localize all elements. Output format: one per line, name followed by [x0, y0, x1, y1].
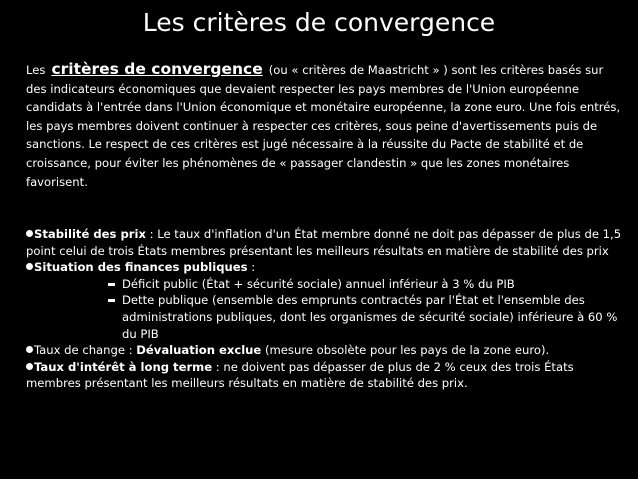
- intro-paragraph: [26, 60, 626, 191]
- criterion-change-heading: Dévaluation exclue: [136, 343, 262, 358]
- criterion-prix-text: : Le taux d'inflation d'un État membre donné ne doit pas dépasser de plus de 1,5 point celui de trois États membres présentant les meilleurs résultats en matière de stabilité des prix: [26, 227, 622, 258]
- criterion-change: [26, 342, 626, 359]
- criteria-list: [26, 226, 626, 392]
- criterion-prix: [26, 226, 626, 259]
- slide-title: Les critères de convergence: [142, 8, 496, 37]
- dash-bullet-icon: [108, 299, 115, 302]
- criterion-taux: [26, 359, 626, 392]
- intro-lead: Les: [26, 63, 46, 77]
- bullet-icon: [26, 230, 33, 237]
- finances-item-dette-text: Dette publique (ensemble des emprunts contractés par l'État et l'ensemble des administrations publiques, dont les organismes de sécurité sociale) inférieure à 60 % du PIB: [122, 293, 618, 341]
- criterion-finances: [26, 259, 626, 276]
- criterion-finances-heading: Situation des finances publiques: [34, 260, 248, 275]
- bullet-icon: [26, 363, 33, 370]
- dash-bullet-icon: [108, 283, 115, 286]
- intro-keyword: critères de convergence: [51, 60, 263, 78]
- criterion-prix-heading: Stabilité des prix: [34, 227, 146, 241]
- criterion-change-text: (mesure obsolète pour les pays de la zone euro).: [261, 343, 550, 358]
- intro-text: (ou « critères de Maastricht » ) sont les critères basés sur des indicateurs économiques que devaient respecter les pays membres de l'Union européenne candidats à l'entrée dans l'Union économique et monétaire européenne, la zone euro. Une fois entrés, les pays membres doivent continuer à respecter ces critères, sous peine d'avertissements puis de sanctions. Le respect de ces critères est jugé nécessaire à la réussite du Pacte de stabilité et de croissance, pour éviter les phénomènes de « passager clandestin » que les zones monétaires favorisent.: [26, 63, 621, 189]
- criterion-taux-text: : ne doivent pas dépasser de plus de 2 % ceux des trois États membres présentant les meilleurs résultats en matière de stabilité des prix.: [26, 359, 574, 391]
- bullet-icon: [26, 346, 33, 353]
- bullet-icon: [26, 263, 33, 270]
- finances-item-dette: [26, 292, 626, 342]
- finances-item-deficit-text: Déficit public (État + sécurité sociale) annuel inférieur à 3 % du PIB: [122, 276, 515, 291]
- criterion-taux-heading: Taux d'intérêt à long terme: [34, 359, 213, 374]
- criterion-finances-text: :: [247, 260, 256, 275]
- criterion-change-lead: Taux de change :: [34, 343, 137, 358]
- finances-item-deficit: [26, 276, 626, 293]
